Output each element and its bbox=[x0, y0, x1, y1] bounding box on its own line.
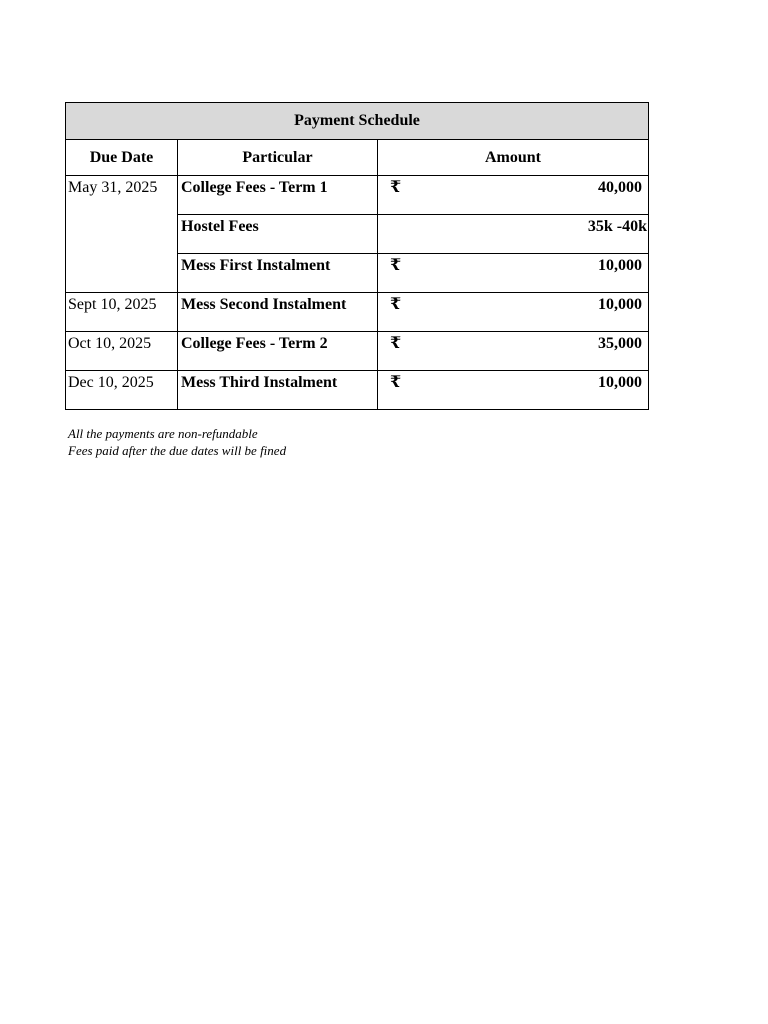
table-row bbox=[66, 332, 649, 371]
particular-cell: Mess Third Instalment bbox=[178, 371, 378, 410]
amount-value: 10,000 bbox=[598, 257, 643, 274]
due-date-cell: Oct 10, 2025 bbox=[66, 332, 178, 371]
header-due-date: Due Date bbox=[66, 140, 178, 176]
rupee-symbol: ₹ bbox=[390, 296, 402, 313]
due-date-cell: Sept 10, 2025 bbox=[66, 293, 178, 332]
particular-cell: College Fees - Term 2 bbox=[178, 332, 378, 371]
table-row bbox=[66, 176, 649, 215]
rupee-symbol: ₹ bbox=[390, 179, 402, 196]
amount-cell bbox=[378, 293, 649, 332]
table-row bbox=[66, 293, 649, 332]
due-date-cell: Dec 10, 2025 bbox=[66, 371, 178, 410]
header-particular: Particular bbox=[178, 140, 378, 176]
table-title: Payment Schedule bbox=[66, 103, 649, 140]
rupee-symbol: ₹ bbox=[390, 335, 402, 352]
amount-value: 40,000 bbox=[598, 179, 643, 196]
particular-cell: College Fees - Term 1 bbox=[178, 176, 378, 215]
rupee-symbol: ₹ bbox=[390, 374, 402, 391]
amount-value: 10,000 bbox=[598, 296, 643, 313]
note-non-refundable: All the payments are non-refundable bbox=[68, 426, 258, 441]
amount-cell bbox=[378, 176, 649, 215]
amount-value: 35,000 bbox=[598, 335, 643, 352]
note-late-fine: Fees paid after the due dates will be fined bbox=[68, 443, 287, 458]
payment-schedule-table bbox=[65, 102, 649, 410]
header-amount: Amount bbox=[378, 140, 649, 176]
particular-cell: Mess Second Instalment bbox=[178, 293, 378, 332]
amount-value: 10,000 bbox=[598, 374, 643, 391]
due-date-cell: May 31, 2025 bbox=[66, 176, 178, 293]
amount-value: 35k -40k bbox=[587, 218, 648, 235]
particular-cell: Hostel Fees bbox=[178, 215, 378, 254]
amount-cell bbox=[378, 332, 649, 371]
footnotes bbox=[65, 425, 648, 459]
amount-cell bbox=[378, 254, 649, 293]
title-row bbox=[66, 103, 649, 140]
amount-cell bbox=[378, 215, 649, 254]
particular-cell: Mess First Instalment bbox=[178, 254, 378, 293]
amount-cell bbox=[378, 371, 649, 410]
rupee-symbol: ₹ bbox=[390, 257, 402, 274]
payment-schedule-sheet bbox=[65, 102, 648, 459]
header-row bbox=[66, 140, 649, 176]
table-row bbox=[66, 371, 649, 410]
